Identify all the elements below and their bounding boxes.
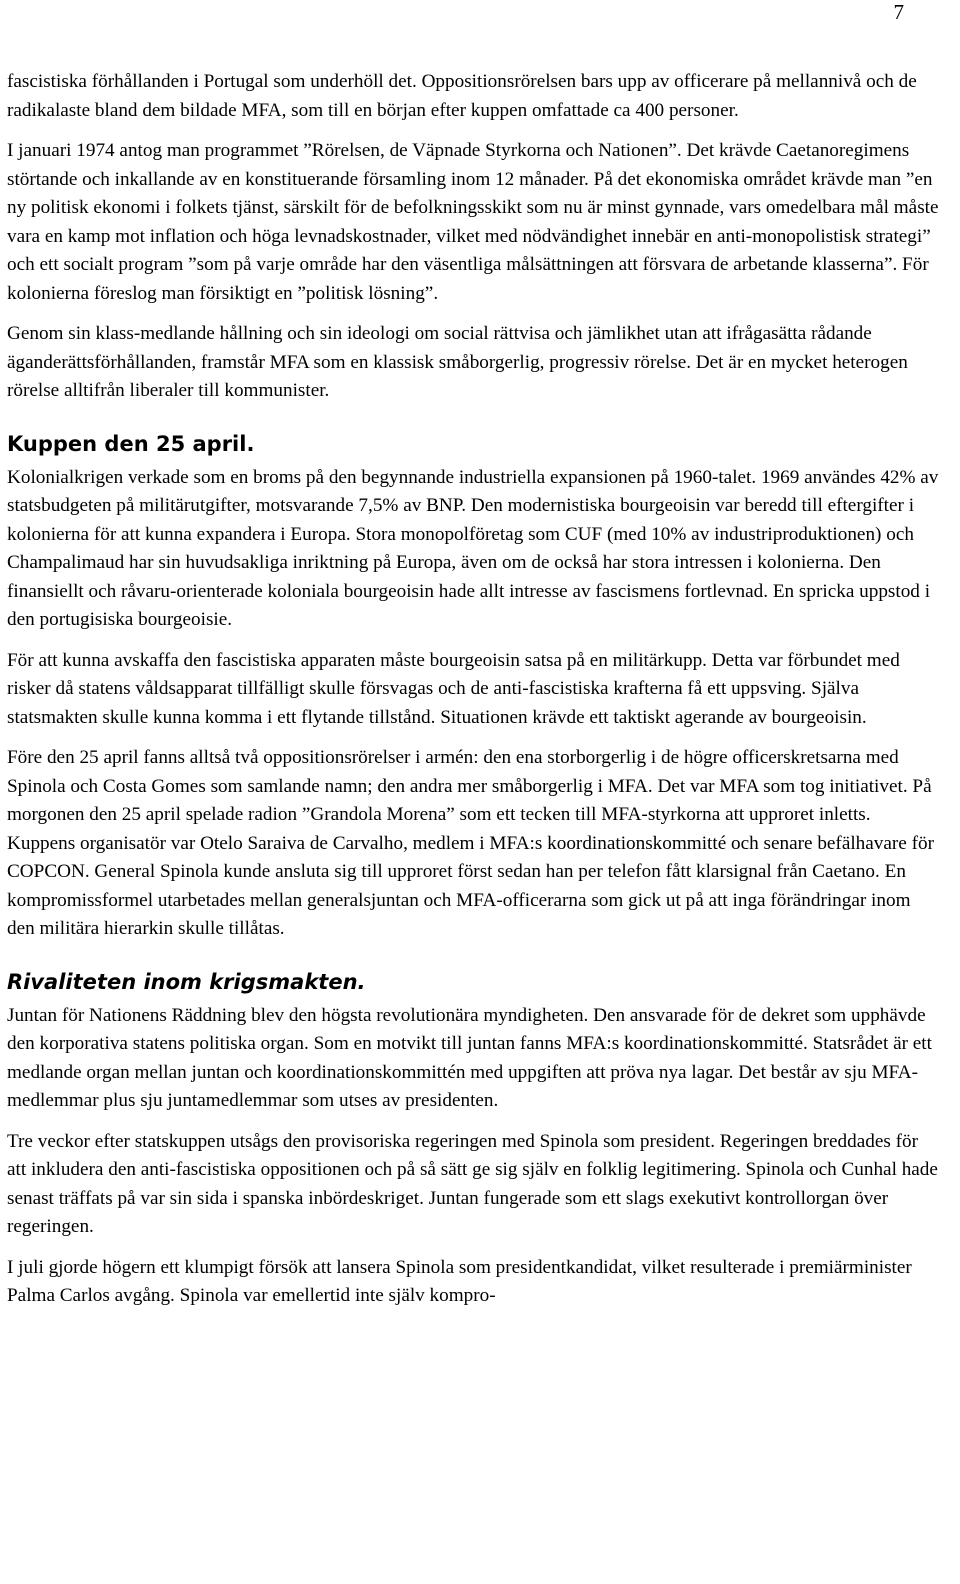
section-heading-rivaliteten: Rivaliteten inom krigsmakten. xyxy=(7,969,366,994)
paragraph: fascistiska förhållanden i Portugal som underhöll det. Oppositionsrörelsen bars upp av officerare på mellannivå och de radikalaste bland dem bildade MFA, som till en början efter kuppen omfattade ca 400 personer. xyxy=(7,71,917,121)
paragraph: Före den 25 april fanns alltså två oppositionsrörelser i armén: den ena storborgerlig i de högre officerskretsarna med Spinola och Costa Gomes som samlande namn; den andra mer småborgerlig i MFA. Det var MFA som tog initiativet. På morgonen den 25 april spelade radion ”Grandola Morena” som ett tecken till MFA-styrkorna att upproret inletts. Kuppens organisatör var Otelo Saraiva de Carvalho, medlem i MFA:s koordinationskommitté och senare befälhavare för COPCON. General Spinola kunde ansluta sig till upproret först sedan han per telefon fått klarsignal från Caetano. En kompromissformel utarbetades mellan generalsjuntan och MFA-officerarna som gick ut på att inga förändringar inom den militära hierarkin skulle tillåtas. xyxy=(7,747,934,939)
paragraph: Kolonialkrigen verkade som en broms på den begynnande industriella expansionen på 1960-talet. 1969 användes 42% av statsbudgeten på militärutgifter, motsvarande 7,5% av BNP. Den modernistiska bourgeoisin var beredd till eftergifter i kolonierna för att kunna expandera i Europa. Stora monopolföretag som CUF (med 10% av industriproduktionen) och Champalimaud har sin huvudsakliga inriktning på Europa, även om de också har stora intressen i kolonierna. Den finansiellt och råvaru-orienterade koloniala bourgeoisin hade allt intresse av fascismens fortlevnad. En spricka uppstod i den portugisiska bourgeoisie. xyxy=(7,466,939,630)
paragraph: Genom sin klass-medlande hållning och sin ideologi om social rättvisa och jämlikhet utan att ifrågasätta rådande äganderättsförhållanden, framstår MFA som en klassisk småborgerlig, progressiv rörelse. Det är en mycket heterogen rörelse alltifrån liberaler till kommunister. xyxy=(7,323,908,401)
paragraph: Juntan för Nationens Räddning blev den högsta revolutionära myndigheten. Den ansvarade för de dekret som upphävde den korporativa statens politiska organ. Som en motvikt till juntan fanns MFA:s koordinationskommitté. Statsrådet är ett medlande organ mellan juntan och koordinationskommittén med uppgiften att pröva nya lagar. Det består av sju MFA-medlemmar plus sju juntamedlemmar som utses av presidenten. xyxy=(7,1004,932,1111)
paragraph: I januari 1974 antog man programmet ”Rörelsen, de Väpnade Styrkorna och Nationen”. Det krävde Caetanoregimens störtande och inkallande av en konstituerande församling inom 12 månader. På det ekonomiska området krävde man ”en ny politisk ekonomi i folkets tjänst, särskilt för de befolkningsskikt som nu är minst gynnade, vars omedelbara mål måste vara en kamp mot inflation och höga levnadskostnader, vilket med nödvändighet innebär en anti-monopolistisk strategi” och ett socialt program ”som på varje område har den väsentliga målsättningen att försvara de arbetande klasserna”. För kolonierna föreslog man försiktigt en ”politisk lösning”. xyxy=(7,140,939,304)
paragraph: I juli gjorde högern ett klumpigt försök att lansera Spinola som presidentkandidat, vilket resulterade i premiärminister Palma Carlos avgång. Spinola var emellertid inte själv kompro- xyxy=(7,1256,912,1306)
paragraph: Tre veckor efter statskuppen utsågs den provisoriska regeringen med Spinola som president. Regeringen breddades för att inkludera den anti-fascistiska oppositionen och på så sätt ge sig själv en folklig legitimering. Spinola och Cunhal hade senast träffats på var sin sida i spanska inbördeskriget. Juntan fungerade som ett slags exekutivt kontrollorgan över regeringen. xyxy=(7,1130,938,1237)
section-heading-kuppen: Kuppen den 25 april. xyxy=(7,431,255,456)
paragraph: För att kunna avskaffa den fascistiska apparaten måste bourgeoisin satsa på en militärkupp. Detta var förbundet med risker då statens våldsapparat tillfälligt skulle försvagas och de anti-fascistiska krafterna få ett uppsving. Själva statsmakten skulle kunna komma i ett flytande tillstånd. Situationen krävde ett taktiskt agerande av bourgeoisin. xyxy=(7,649,900,728)
page-number: 7 xyxy=(893,0,904,24)
